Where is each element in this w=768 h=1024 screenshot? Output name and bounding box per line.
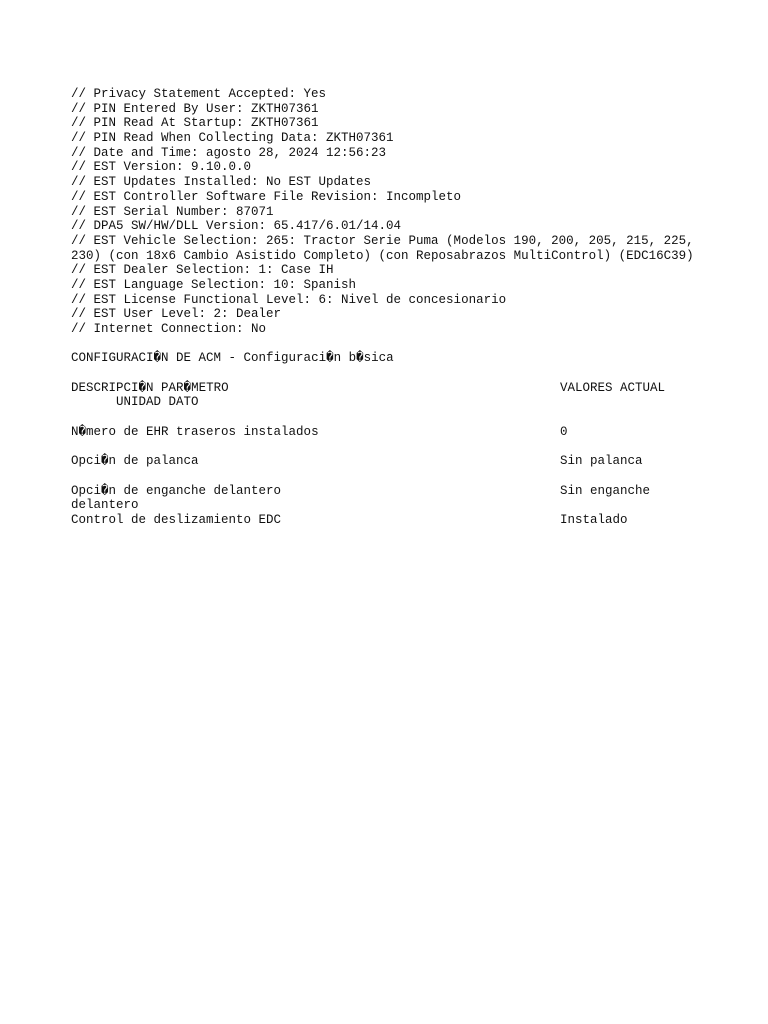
table-header — [71, 381, 731, 396]
parameter-value: Sin palanca — [560, 454, 643, 469]
table-row — [71, 454, 731, 469]
header-line: // EST License Functional Level: 6: Nivel de concesionario — [71, 292, 507, 307]
header-line: // PIN Entered By User: ZKTH07361 — [71, 101, 319, 116]
spacer — [71, 337, 731, 352]
header-line: // DPA5 SW/HW/DLL Version: 65.417/6.01/14.04 — [71, 219, 402, 234]
parameter-description: Control de deslizamiento EDC — [71, 513, 282, 528]
parameter-description: Opci�n de palanca — [71, 454, 199, 469]
header-line: // EST Updates Installed: No EST Updates — [71, 175, 372, 190]
document-page — [71, 87, 731, 528]
header-line: 230) (con 18x6 Cambio Asistido Completo) (con Reposabrazos MultiControl) (EDC16C39) — [71, 248, 694, 263]
parameter-value: 0 — [560, 424, 568, 439]
parameter-description: N�mero de EHR traseros instalados — [71, 424, 319, 439]
table-row — [71, 484, 731, 499]
header-line: // PIN Read At Startup: ZKTH07361 — [71, 116, 319, 131]
parameter-table — [71, 381, 731, 528]
section-title: CONFIGURACI�N DE ACM - Configuraci�n b�sica — [71, 351, 394, 366]
parameter-value: Instalado — [560, 513, 628, 528]
header-line: // EST Serial Number: 87071 — [71, 204, 274, 219]
header-line: // Internet Connection: No — [71, 322, 267, 336]
header-line: // PIN Read When Collecting Data: ZKTH07361 — [71, 131, 394, 146]
header-line: // EST Language Selection: 10: Spanish — [71, 277, 357, 292]
header-line: // EST Controller Software File Revision: Incompleto — [71, 189, 462, 204]
parameter-description: Opci�n de enganche delantero — [71, 483, 282, 498]
table-row — [71, 513, 731, 528]
column-header-value: VALORES ACTUAL — [560, 380, 666, 395]
parameter-description-continued: delantero — [71, 498, 139, 513]
spacer — [71, 366, 731, 381]
column-header-unit: UNIDAD DATO — [116, 395, 199, 410]
header-block — [71, 87, 731, 337]
column-header-description: DESCRIPCI�N PAR�METRO — [71, 380, 229, 395]
header-line: // EST Vehicle Selection: 265: Tractor Serie Puma (Modelos 190, 200, 205, 215, 225, — [71, 233, 694, 248]
header-line: // EST Version: 9.10.0.0 — [71, 160, 252, 175]
header-line: // Date and Time: agosto 28, 2024 12:56:23 — [71, 145, 387, 160]
table-row — [71, 425, 731, 440]
spacer — [71, 440, 731, 455]
header-line: // EST Dealer Selection: 1: Case IH — [71, 263, 334, 278]
spacer — [71, 410, 731, 425]
header-line: // Privacy Statement Accepted: Yes — [71, 87, 327, 101]
parameter-value: Sin enganche — [560, 483, 651, 498]
header-line: // EST User Level: 2: Dealer — [71, 307, 282, 322]
spacer — [71, 469, 731, 484]
